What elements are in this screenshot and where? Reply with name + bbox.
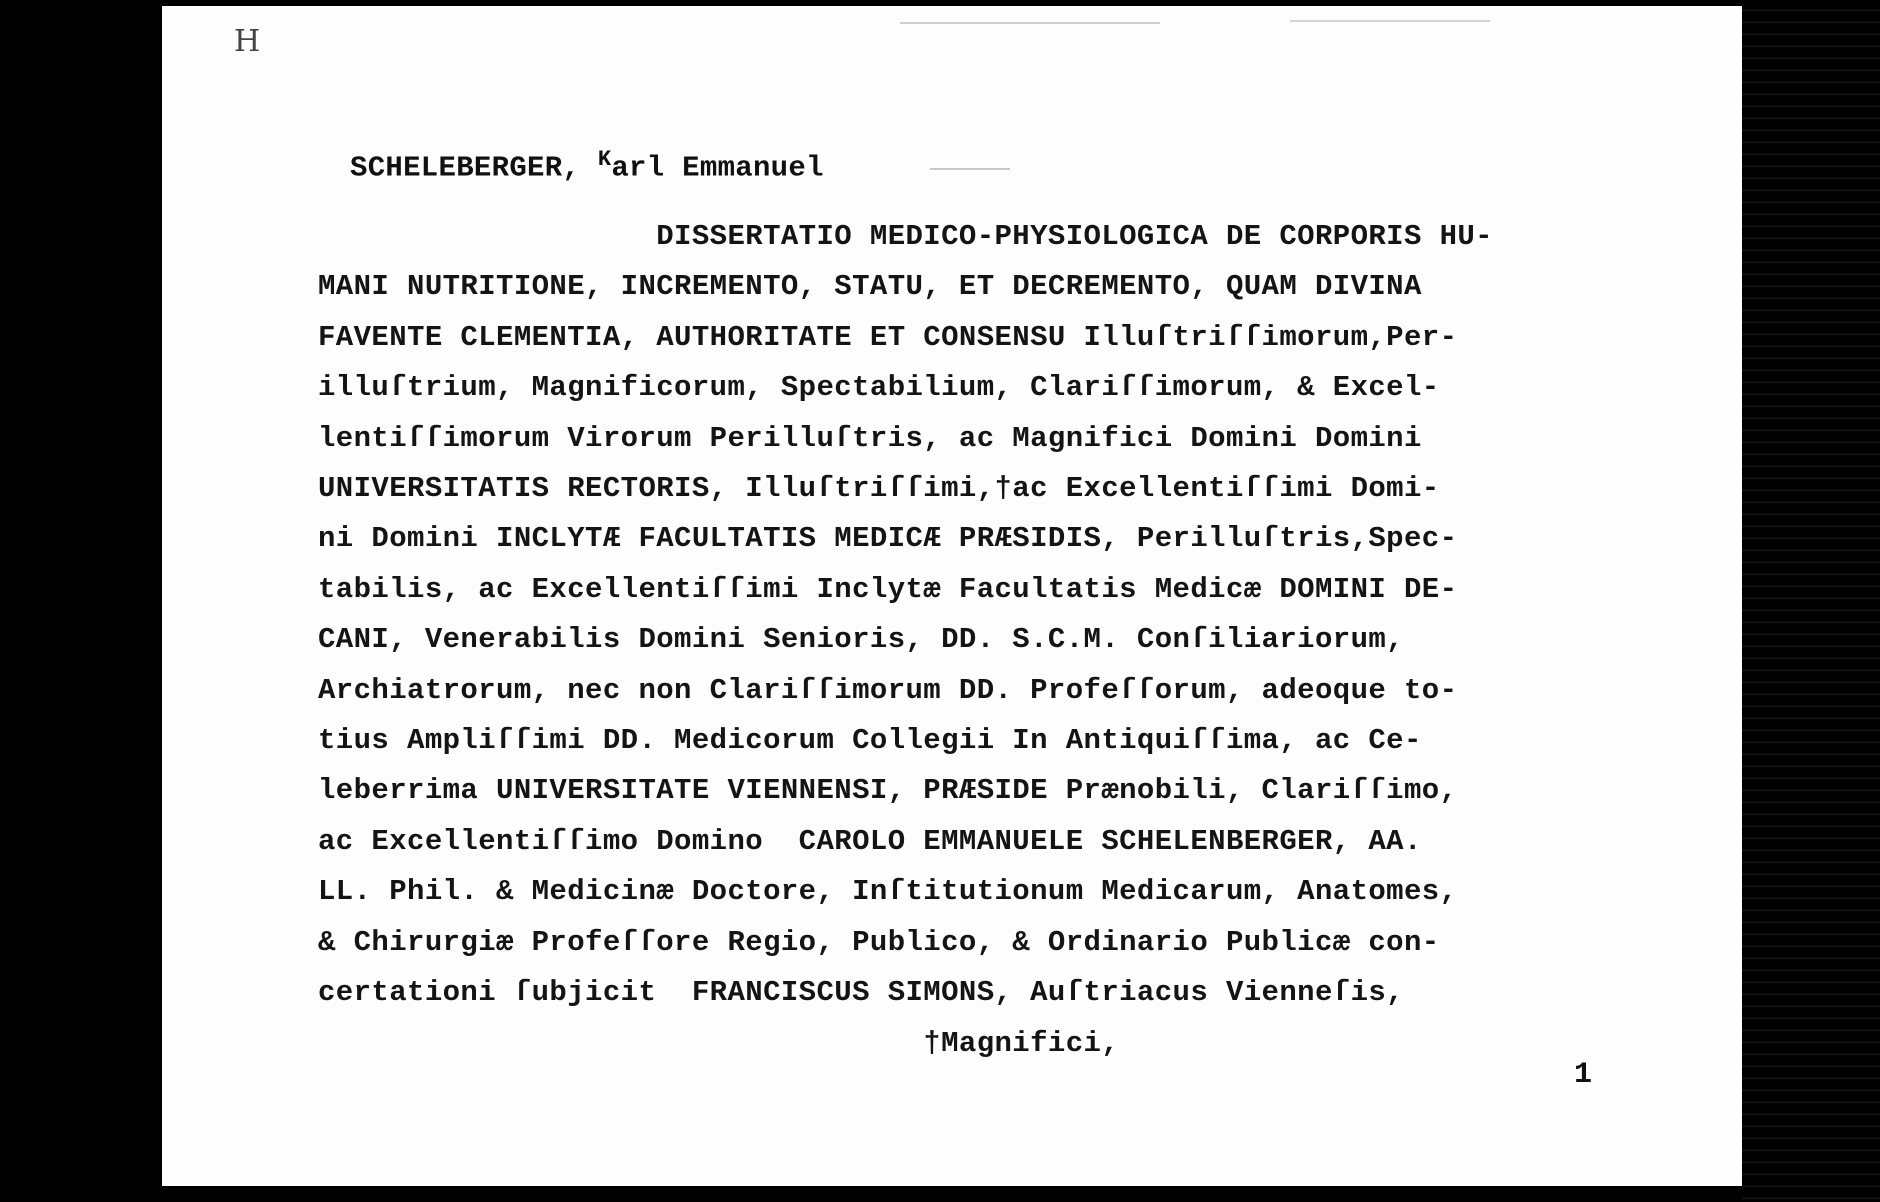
text-line: ni Domini INCLYTÆ FACULTATIS MEDICÆ PRÆSIDIS, Perilluſtris,Spec- (318, 522, 1458, 556)
text-line: & Chirurgiæ Profeſſore Regio, Publico, & Ordinario Publicæ con- (318, 925, 1440, 959)
text-line: lentiſſimorum Virorum Perilluſtris, ac Magnifici Domini Domini (318, 421, 1422, 455)
text-line: MANI NUTRITIONE, INCREMENTO, STATU, ET DECREMENTO, QUAM DIVINA (318, 270, 1422, 304)
author-given-name: arl Emmanuel (611, 151, 824, 185)
corner-mark: H (234, 24, 261, 59)
scan-speckle (900, 22, 1160, 24)
text-line: tius Ampliſſimi DD. Medicorum Collegii In Antiquiſſima, ac Ce- (318, 724, 1422, 758)
text-line: Archiatrorum, nec non Clariſſimorum DD. Profeſſorum, adeoque to- (318, 673, 1458, 707)
text-line: CANI, Venerabilis Domini Senioris, DD. S.C.M. Conſiliariorum, (318, 623, 1404, 657)
page-number: 1 (1574, 1058, 1593, 1092)
scan-speckle (1290, 20, 1490, 22)
text-line: certationi ſubjicit FRANCISCUS SIMONS, Auſtriacus Vienneſis, (318, 976, 1404, 1010)
text-line: tabilis, ac Excellentiſſimi Inclytæ Facultatis Medicæ DOMINI DE- (318, 572, 1458, 606)
text-line: LL. Phil. & Medicinæ Doctore, Inſtitutionum Medicarum, Anatomes, (318, 875, 1458, 909)
text-line: FAVENTE CLEMENTIA, AUTHORITATE ET CONSENSU Illuſtriſſimorum,Per- (318, 320, 1458, 354)
scan-edge-noise (1742, 0, 1880, 1202)
text-line: DISSERTATIO MEDICO-PHYSIOLOGICA DE CORPORIS HU- (318, 220, 1493, 253)
text-line: †Magnifici, (318, 1026, 1120, 1060)
dissertation-title-text (318, 212, 1638, 1069)
text-line: illuſtrium, Magnificorum, Spectabilium, Clariſſimorum, & Excel- (318, 371, 1440, 405)
card-heading (350, 147, 824, 185)
author-surname: SCHELEBERGER, (350, 151, 581, 185)
scan-speckle (930, 168, 1010, 170)
text-line: ac Excellentiſſimo Domino CAROLO EMMANUELE SCHELENBERGER, AA. (318, 824, 1422, 858)
text-line: leberrima UNIVERSITATE VIENNENSI, PRÆSIDE Prænobili, Clariſſimo, (318, 774, 1458, 808)
author-initial: K (597, 147, 612, 172)
text-line: UNIVERSITATIS RECTORIS, Illuſtriſſimi,†ac Excellentiſſimi Domi- (318, 472, 1440, 506)
